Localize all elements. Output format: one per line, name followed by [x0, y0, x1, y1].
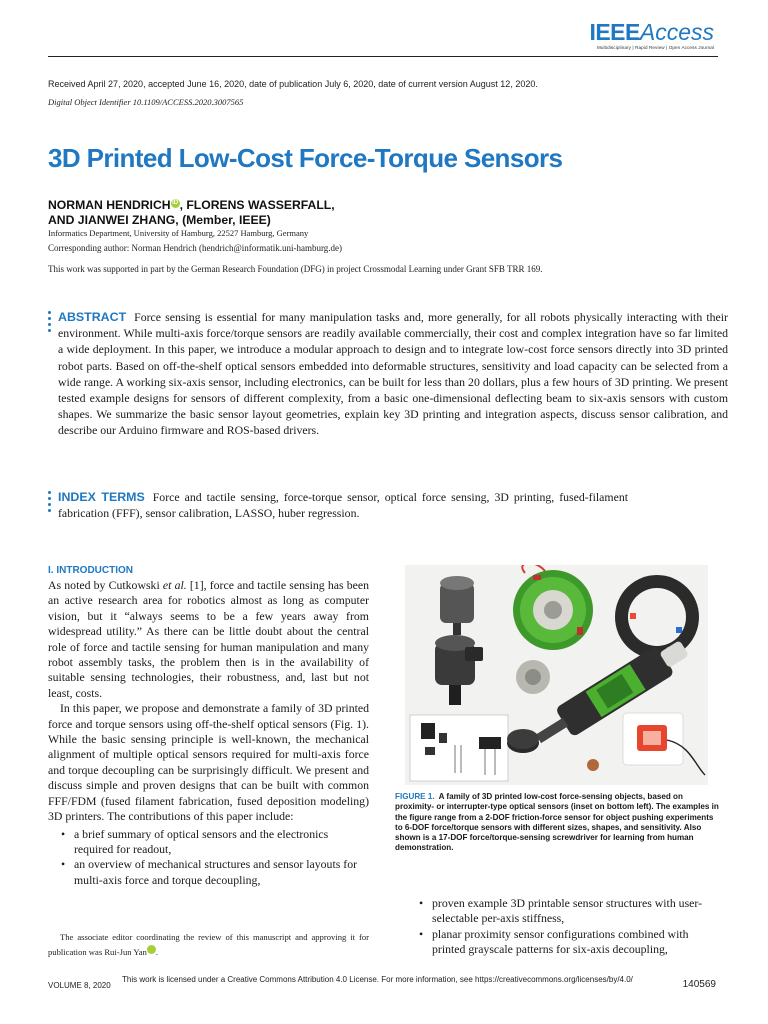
orcid-icon[interactable]: iD [172, 200, 179, 206]
editor-footnote: The associate editor coordinating the review of this manuscript and approving it for publication was Rui-Jun Yan iD. [48, 932, 369, 957]
copper-coin [587, 759, 599, 771]
abstract [58, 309, 728, 439]
index-terms-label: INDEX TERMS [58, 490, 145, 504]
funding-note: This work was supported in part by the German Research Foundation (DFG) in project Crossmodal Learning under Grant SFB TRR 169. [48, 264, 543, 274]
abstract-label: ABSTRACT [58, 310, 127, 324]
list-item: • planar proximity sensor configurations combined with printed grayscale patterns for six-axis decoupling, [406, 927, 718, 958]
logo-ieee: IEEE [589, 19, 640, 45]
black-ring-sensor [615, 575, 699, 659]
introduction-section [48, 564, 369, 888]
contribution-list-continued [406, 896, 718, 958]
optical-sensor-inset [410, 715, 508, 781]
orcid-icon[interactable]: iD [147, 945, 156, 954]
figure-1-photo [405, 565, 708, 785]
figure-caption [395, 792, 719, 854]
corresponding-author: Corresponding author: Norman Hendrich (hendrich@informatik.uni-hamburg.de) [48, 243, 343, 253]
metal-flange [516, 660, 550, 694]
footer-volume: VOLUME 8, 2020 [48, 981, 111, 990]
figure-label: FIGURE 1. [395, 792, 435, 801]
header-rule [48, 56, 718, 57]
logo-access: Access [639, 19, 714, 45]
author-wasserfall: , FLORENS WASSERFALL, [179, 198, 335, 212]
contribution-list [48, 827, 369, 889]
abstract-text: Force sensing is essential for many manipulation tasks and, more generally, for all robots physically interacting with their environment. While multi-axis force/torque sensors are readily available commercially, their cost and complex integration have so far limited a wide deployment. In this paper, we introduce a modular approach to design and to integrate low-cost force sensors directly into 3D printed robot parts. Based on off-the-shelf optical sensors embedded into deformable structures, sensitivity and load capacity can be selected from a wide range. A working six-axis sensor, including electronics, can be built for less than 20 dollars, plus a few hours of 3D printing. We present tested example designs for sensors of different complexity, from a basic one-dimensional deflecting beam to six-axis sensors with custom shapes. We summarize the basic sensor layout geometries, explain key 3D printing and integration aspects, discuss sensor calibration, and describe our Arduino firmware and ROS-based drivers. [58, 310, 728, 438]
footer-license: This work is licensed under a Creative Commons Attribution 4.0 License. For more information, see https://creativecommons.org/licenses/by/4.0/ [122, 975, 633, 984]
black-disc-sensor [507, 729, 539, 753]
received-dates: Received April 27, 2020, accepted June 16, 2020, date of publication July 6, 2020, date of current version August 12, 2020. [48, 79, 538, 89]
author-zhang: AND JIANWEI ZHANG, (Member, IEEE) [48, 213, 271, 227]
index-terms-text: Force and tactile sensing, force-torque sensor, optical force sensing, 3D printing, fused-filament fabrication (FFF), sensor calibration, LASSO, huber regression. [58, 490, 628, 521]
intro-paragraph-1: As noted by Cutkowski et al. [1], force and tactile sensing has been an active research area for robotics almost as long as computer vision, but it “always seems to be a few years away from widespread utility.” As there can be little doubt about the central role of force and tactile sensing for human manipulation and many robot assembly tasks, the problem then is in the availability of suitable sensing technologies, their robustness, and, last but not least, costs. [48, 578, 369, 700]
paper-title: 3D Printed Low-Cost Force-Torque Sensors [48, 143, 563, 173]
abstract-dots-icon [48, 311, 51, 335]
affiliation: Informatics Department, University of Hamburg, 22527 Hamburg, Germany [48, 228, 309, 238]
figure-caption-text: A family of 3D printed low-cost force-sensing objects, based on proximity- or interrupter-type optical sensors (inset on bottom left). The examples in the figure range from a 2-DOF friction-force sensor for object pushing experiments to 6-DOF force/torque sensors with different sizes, shapes, and sensitivity. Also shown is a 17-DOF force/torque-sensing screwdriver for learning from human demonstration. [395, 792, 719, 853]
journal-logo [589, 19, 714, 50]
author-list [48, 198, 335, 228]
list-item: • an overview of mechanical structures and sensor layouts for multi-axis force and torque decoupling, [48, 857, 369, 888]
doi: Digital Object Identifier 10.1109/ACCESS.2020.3007565 [48, 97, 244, 107]
list-item: • a brief summary of optical sensors and the electronics required for readout, [48, 827, 369, 858]
intro-paragraph-2: In this paper, we propose and demonstrate a family of 3D printed force and torque sensors using off-the-shelf optical sensors (Fig. 1). While the basic sensing principle is well-known, the mechanical alignment of multiple optical sensors required for multi-axis force and torque decoupling can be surprisingly difficult. We present and discuss simple and proven designs that can be built with common FFF/FDM (fused filament fabrication, fused deposition modeling) 3D printers. The contributions of this paper include: [48, 701, 369, 824]
index-terms [58, 489, 628, 521]
index-terms-dots-icon [48, 491, 51, 515]
page-number: 140569 [682, 979, 716, 990]
logo-tagline: Multidisciplinary | Rapid Review | Open Access Journal [596, 45, 714, 50]
author-hendrich: NORMAN HENDRICH [48, 198, 171, 212]
list-item: • proven example 3D printable sensor structures with user-selectable per-axis stiffness, [406, 896, 718, 927]
section-heading: I. INTRODUCTION [48, 565, 133, 576]
